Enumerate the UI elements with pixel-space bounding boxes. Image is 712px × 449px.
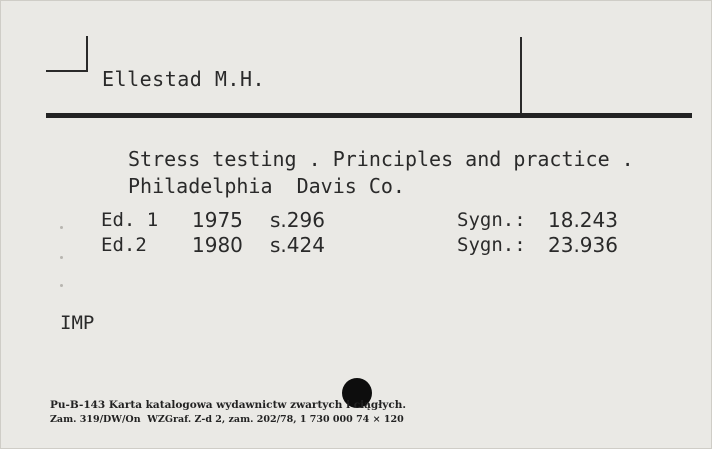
footer-line-1: Pu-B-143 Karta katalogowa wydawnictw zwartych i ciągłych. xyxy=(50,399,407,411)
edition-pages: s.296 xyxy=(270,208,325,232)
sygn-label: Sygn.: xyxy=(457,234,526,256)
publisher-line: Philadelphia Davis Co. xyxy=(128,174,405,198)
sygn-number: 18.243 xyxy=(548,208,618,232)
sygn-label: Sygn.: xyxy=(457,209,526,231)
footer-line-2: Zam. 319/DW/On WZGraf. Z-d 2, zam. 202/78, 1 730 000 74 × 120 xyxy=(50,414,404,425)
header-rule xyxy=(46,113,692,118)
author-heading: Ellestad M.H. xyxy=(102,67,266,91)
margin-mark xyxy=(60,284,63,287)
margin-mark xyxy=(60,256,63,259)
edition-label: Ed. 1 xyxy=(101,209,159,231)
margin-mark xyxy=(60,226,63,229)
corner-bracket-vertical xyxy=(86,36,88,72)
title-line: Stress testing . Principles and practice . xyxy=(128,147,634,171)
edition-label: Ed.2 xyxy=(101,234,147,256)
sygn-number: 23.936 xyxy=(548,233,618,257)
corner-bracket-horizontal xyxy=(46,70,88,72)
edition-pages: s.424 xyxy=(270,233,325,257)
edition-year: 1980 xyxy=(192,233,243,257)
edition-year: 1975 xyxy=(192,208,243,232)
imp-stamp: IMP xyxy=(60,312,95,334)
header-divider xyxy=(520,37,522,113)
